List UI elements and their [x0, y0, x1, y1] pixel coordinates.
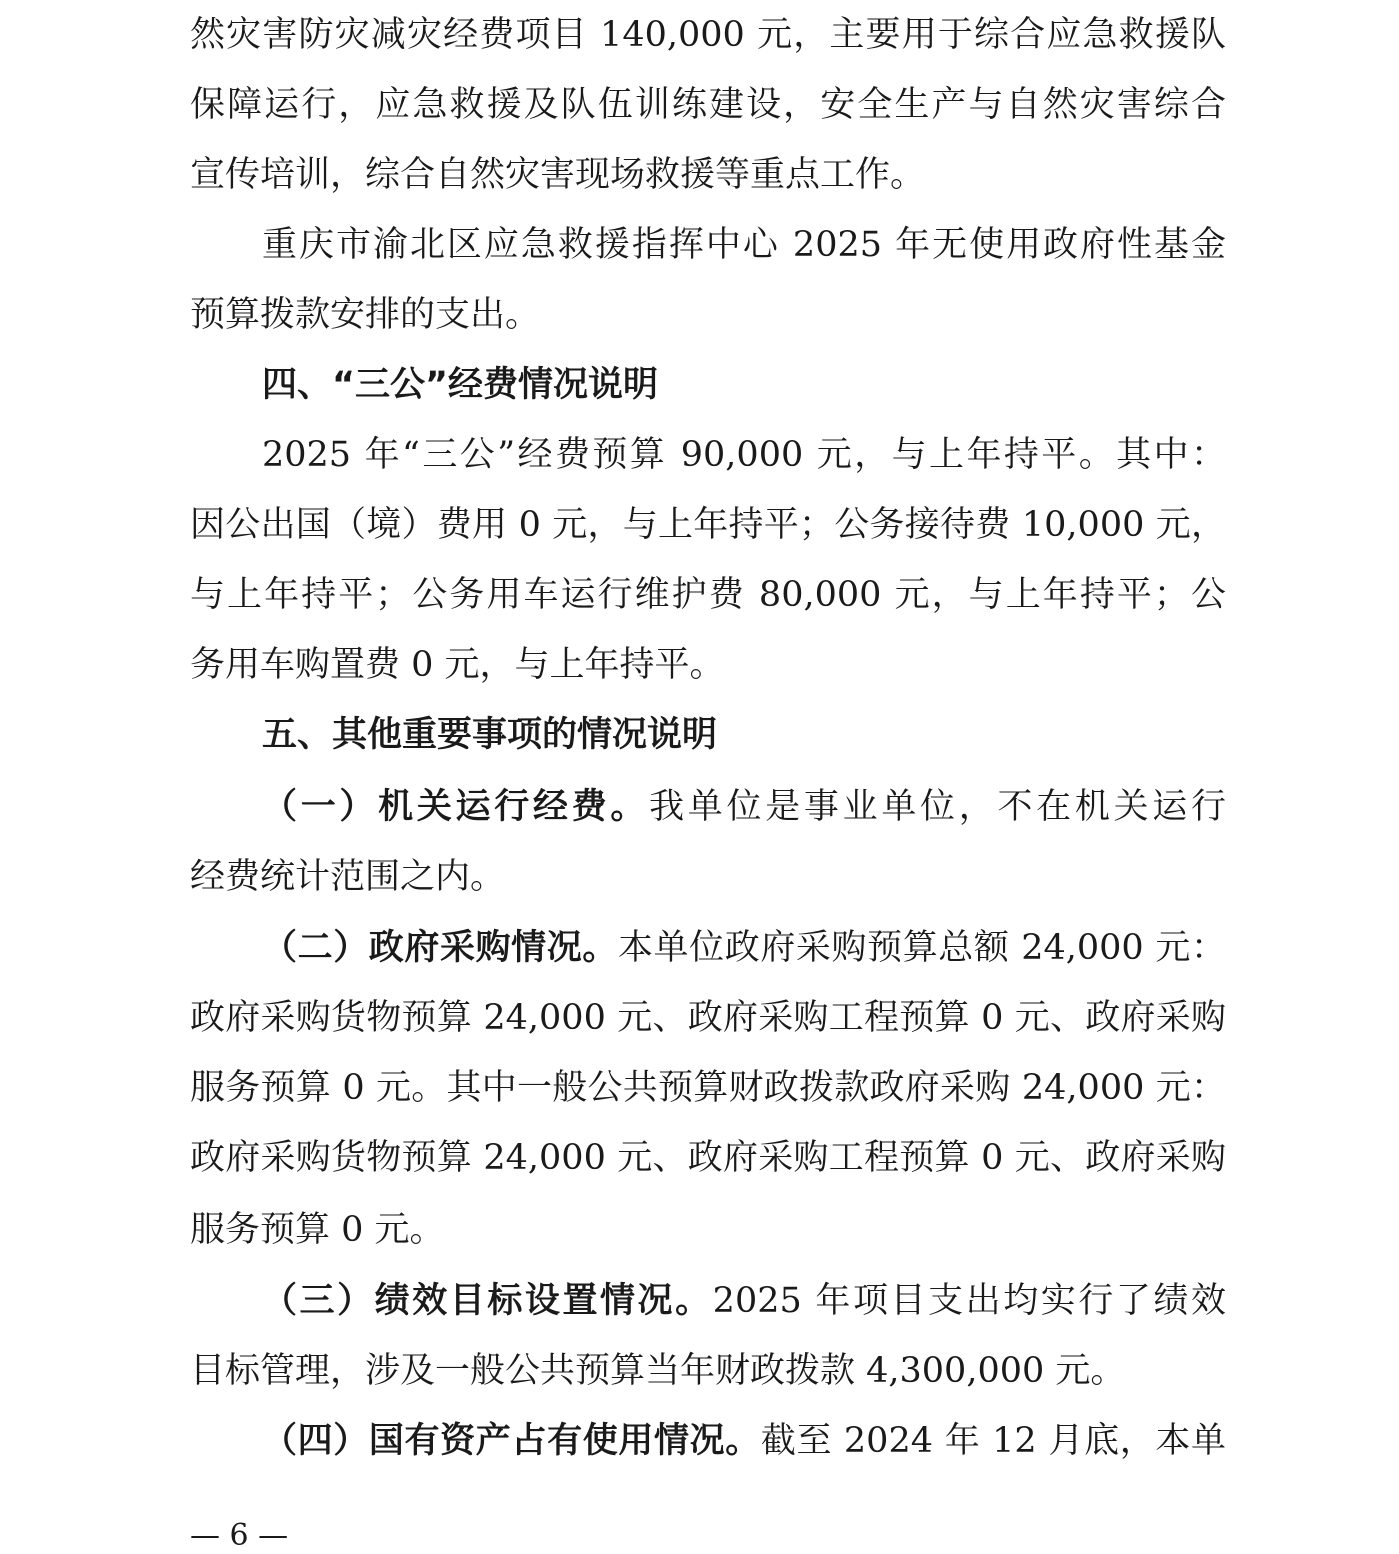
section-heading: 四、“三公”经费情况说明	[262, 365, 659, 405]
paragraph-line: 预算拨款安排的支出。	[190, 295, 541, 335]
paragraph-line: 服务预算 0 元。其中一般公共预算财政拨款政府采购 24,000 元：	[190, 1068, 1226, 1108]
paragraph-line: 政府采购货物预算 24,000 元、政府采购工程预算 0 元、政府采购	[190, 998, 1226, 1038]
paragraph-text: 我单位是事业单位，不在机关运行	[649, 787, 1226, 827]
paragraph-line	[190, 913, 1226, 983]
paragraph-text: 本单位政府采购预算总额 24,000 元：	[617, 928, 1226, 968]
paragraph-line	[190, 1266, 1226, 1336]
paragraph-line	[190, 772, 1226, 842]
sub-section-title: （二）政府采购情况。	[262, 928, 618, 968]
sub-section-title: （一）机关运行经费。	[262, 787, 650, 827]
paragraph-line: 政府采购货物预算 24,000 元、政府采购工程预算 0 元、政府采购	[190, 1138, 1226, 1178]
paragraph-line: 2025 年“三公”经费预算 90,000 元，与上年持平。其中：	[262, 435, 1226, 475]
section-heading: 五、其他重要事项的情况说明	[262, 715, 718, 755]
paragraph-text: 2025 年项目支出均实行了绩效	[712, 1281, 1226, 1321]
paragraph-text: 截至 2024 年 12 月底，本单	[760, 1421, 1226, 1461]
paragraph-line: 宣传培训，综合自然灾害现场救援等重点工作。	[190, 155, 926, 195]
paragraph-line: 因公出国（境）费用 0 元，与上年持平；公务接待费 10,000 元，	[190, 505, 1226, 545]
paragraph-line: 然灾害防灾减灾经费项目 140,000 元，主要用于综合应急救援队	[190, 15, 1226, 55]
paragraph-line	[190, 1406, 1226, 1476]
sub-section-title: （四）国有资产占有使用情况。	[262, 1421, 761, 1461]
paragraph-line: 务用车购置费 0 元，与上年持平。	[190, 645, 725, 685]
page-number: — 6 —	[190, 1518, 289, 1553]
paragraph-line: 经费统计范围之内。	[190, 857, 506, 897]
sub-section-title: （三）绩效目标设置情况。	[262, 1281, 713, 1321]
paragraph-line: 与上年持平；公务用车运行维护费 80,000 元，与上年持平；公	[190, 575, 1226, 615]
paragraph-line: 保障运行，应急救援及队伍训练建设，安全生产与自然灾害综合	[190, 85, 1226, 125]
paragraph-line: 服务预算 0 元。	[190, 1210, 445, 1250]
paragraph-line: 目标管理，涉及一般公共预算当年财政拨款 4,300,000 元。	[190, 1351, 1126, 1391]
paragraph-line: 重庆市渝北区应急救援指挥中心 2025 年无使用政府性基金	[262, 225, 1226, 265]
